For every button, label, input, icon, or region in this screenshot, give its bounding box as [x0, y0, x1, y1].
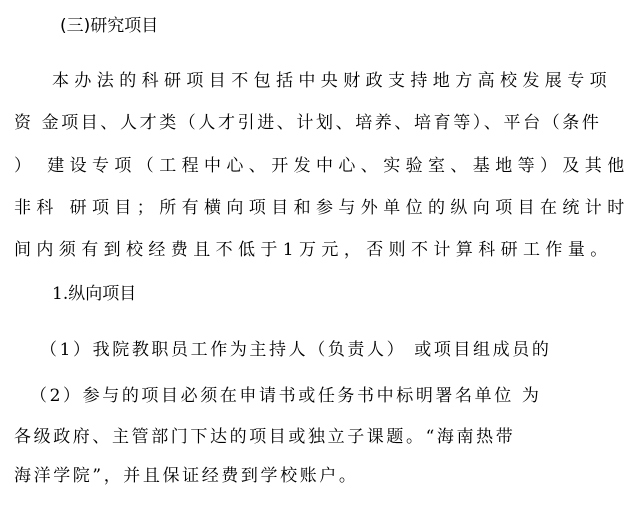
section-title: (三)研究项目 [60, 16, 159, 36]
list-item-2-line-2: 各级政府、主管部门下达的项目或独立子课题。“海南热带 [14, 427, 516, 447]
paragraph-line-2: 资 金项目、人才类（人才引进、计划、培养、培育等）、平台（条件 [14, 113, 602, 133]
list-item-2-line-3: 海洋学院”，并且保证经费到学校账户。 [14, 466, 359, 486]
list-item-2-line-1: （2）参与的项目必须在申请书或任务书中标明署名单位 为 [30, 386, 542, 406]
list-item-1: （1）我院教职员工作为主持人（负责人） 或项目组成员的 [40, 340, 552, 360]
paragraph-line-4: 非科 研项目；所有横向项目和参与外单位的纵向项目在统计时 [14, 198, 630, 218]
paragraph-line-1: 本办法的科研项目不包括中央财政支持地方高校发展专项 [52, 71, 612, 91]
subsection-title: 1.纵向项目 [52, 284, 137, 304]
paragraph-line-3: ） 建设专项（工程中心、开发中心、实验室、基地等）及其他 [14, 156, 630, 176]
paragraph-line-5: 间内须有到校经费且不低于1万元，否则不计算科研工作量。 [14, 240, 613, 260]
